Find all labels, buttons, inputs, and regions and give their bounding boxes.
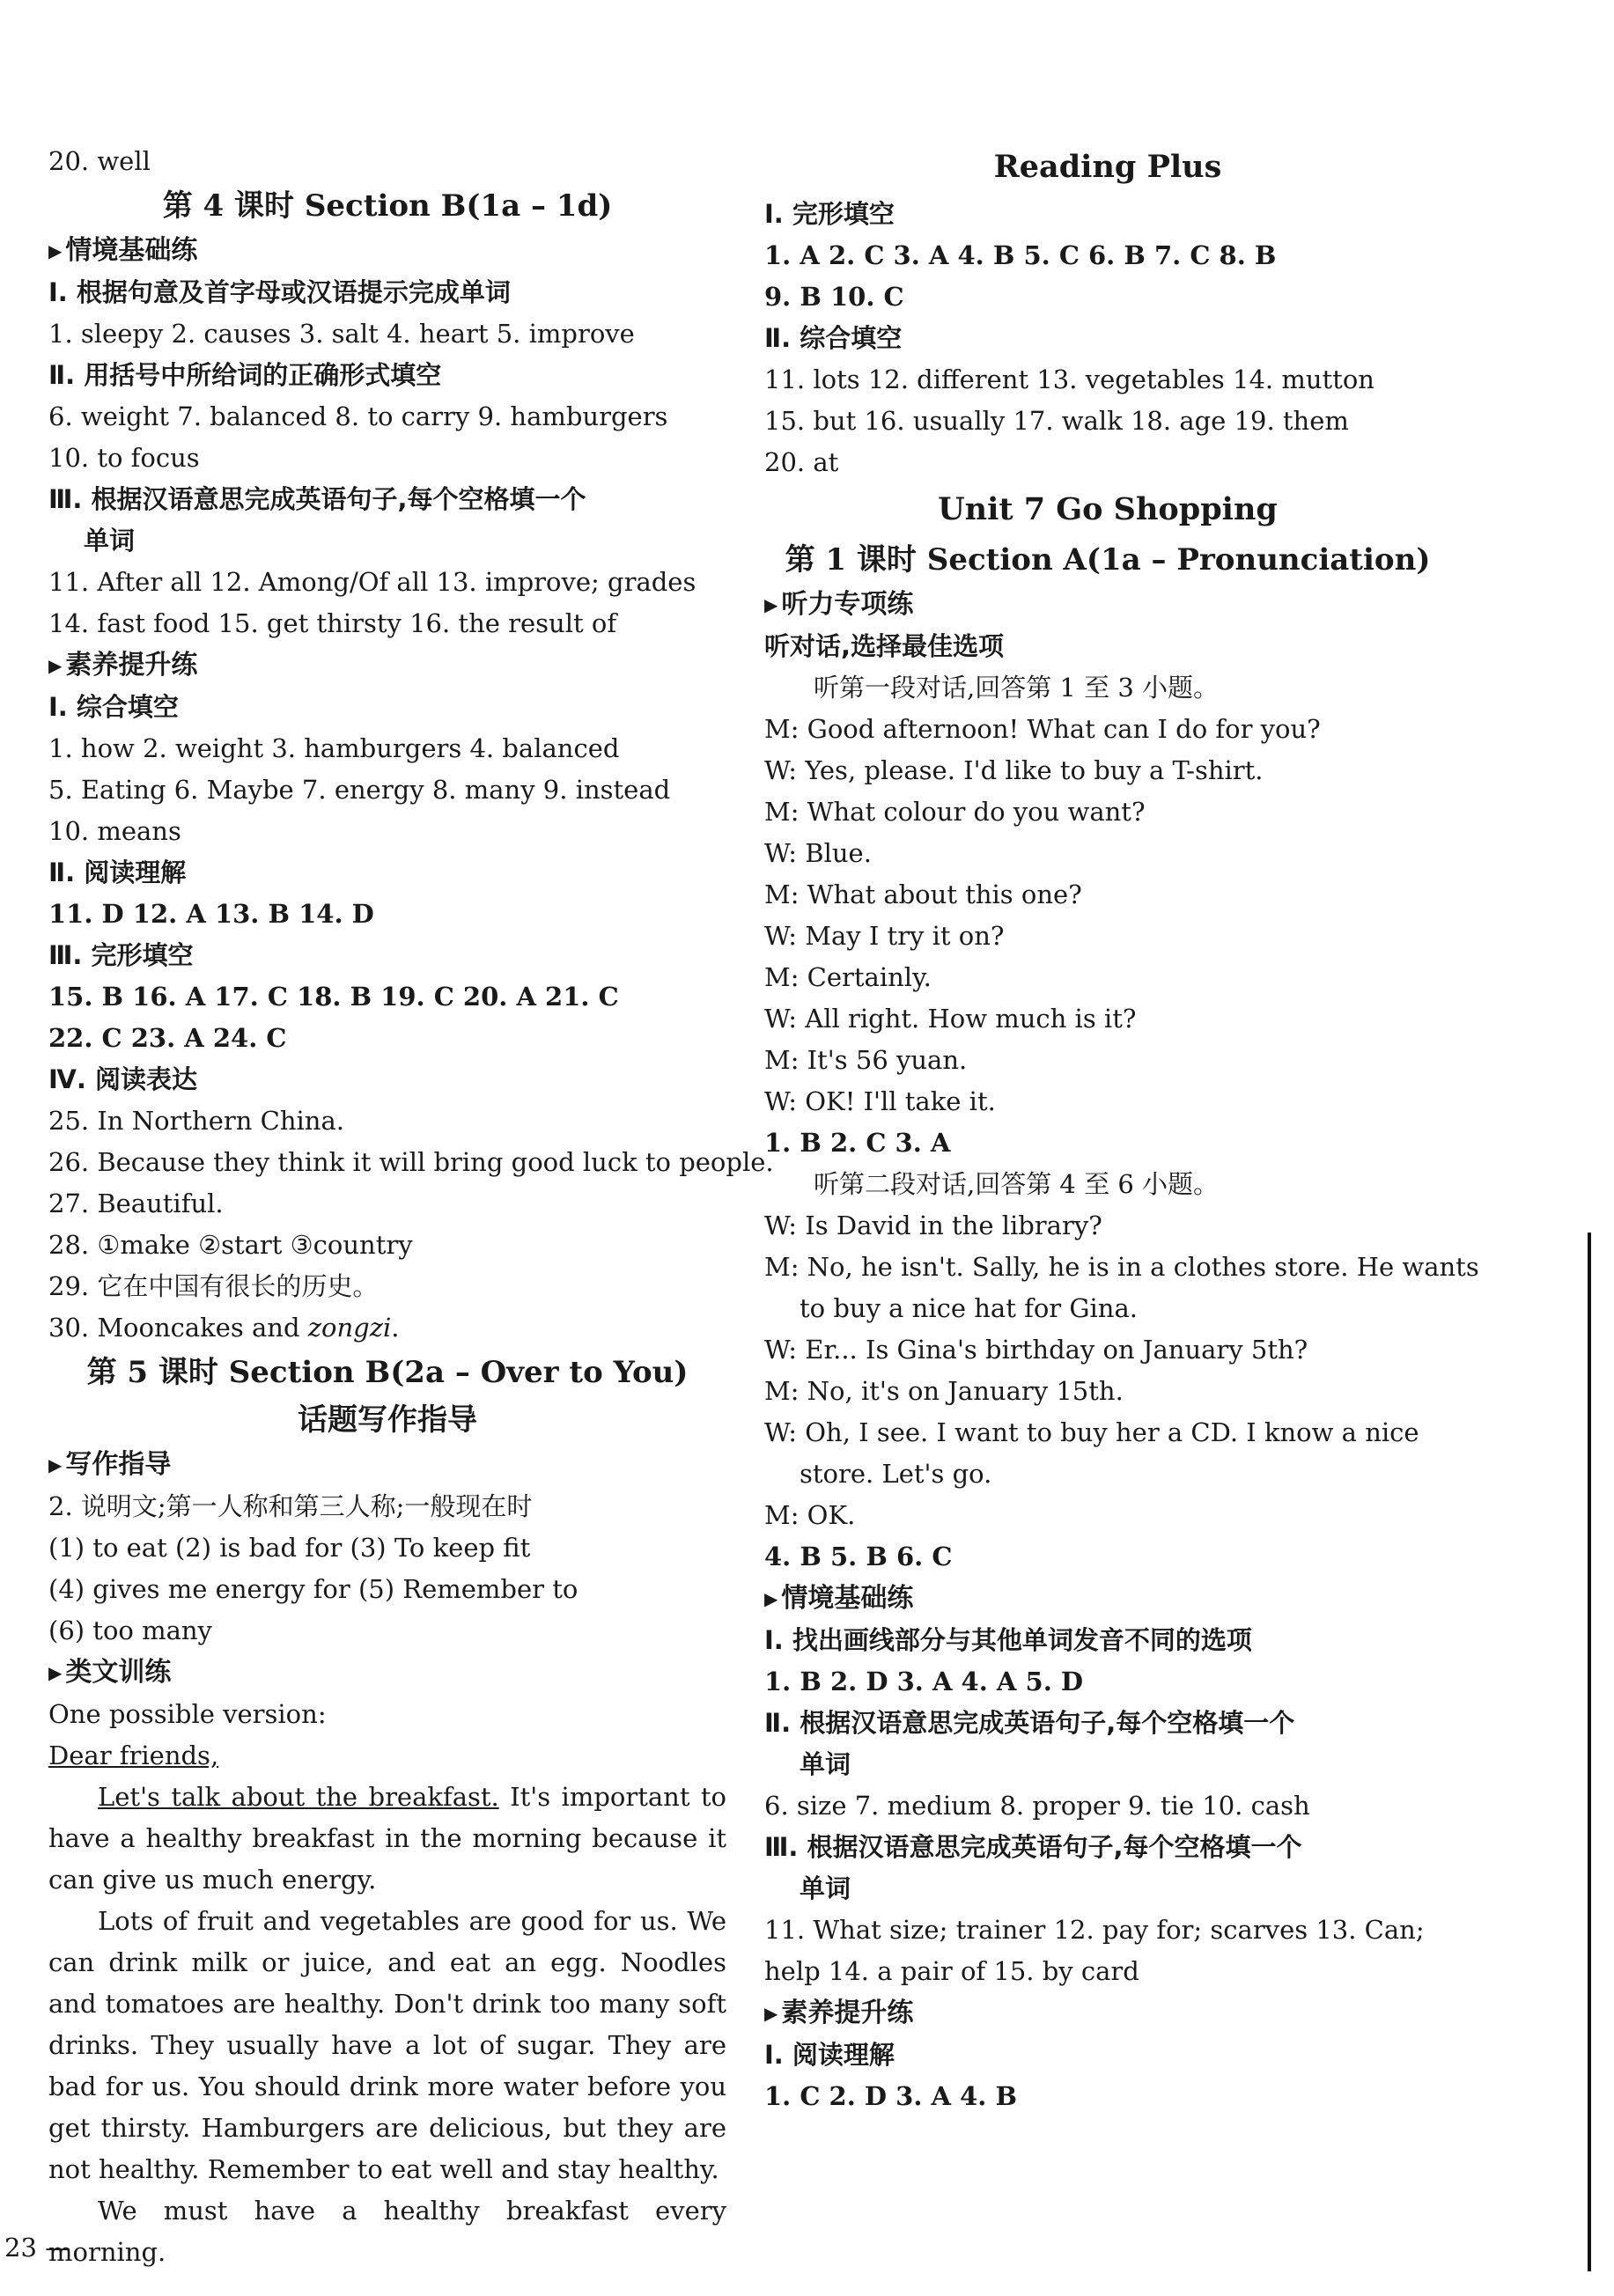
question-title: Ⅲ. 根据汉语意思完成英语句子,每个空格填一个 [764,1832,1302,1862]
answer-line: 1. C 2. D 3. A 4. B [764,2081,1018,2111]
dialogue-line: W: Is David in the library? [764,1211,1102,1240]
answer-line: 20. well [48,146,151,176]
question-title: Ⅱ. 阅读理解 [48,857,187,887]
section-heading: ▶ 类文训练 [48,1657,172,1688]
answer-line: 28. ①make ②start ③country [48,1230,413,1260]
dialogue-line: M: Certainly. [764,962,932,992]
unit-title: Unit 7 Go Shopping [938,491,1278,527]
section-heading: ▶ 素养提升练 [48,650,198,681]
triangle-icon: ▶ [764,1588,778,1609]
section-heading: ▶ 写作指导 [48,1449,172,1480]
answer-line: (1) to eat (2) is bad for (3) To keep fit [48,1533,531,1563]
answer-line: 1. sleepy 2. causes 3. salt 4. heart 5. improve [48,319,635,349]
dialogue-line: W: Oh, I see. I want to buy her a CD. I know a nice [764,1417,1419,1447]
question-title: Ⅲ. 完形填空 [48,940,194,970]
dialogue-line: M: OK. [764,1500,856,1530]
answer-line: 1. B 2. D 3. A 4. A 5. D [764,1667,1084,1696]
margin-rule [1588,1233,1591,2271]
lesson-5-heading: 第 5 课时 Section B(2a – Over to You) [86,1355,689,1390]
answer-line: 6. size 7. medium 8. proper 9. tie 10. cash [764,1791,1310,1821]
answer-line: 1. A 2. C 3. A 4. B 5. C 6. B 7. C 8. B [764,240,1277,270]
question-title: Ⅱ. 综合填空 [764,323,903,353]
triangle-icon: ▶ [48,655,63,676]
answer-line: 15. but 16. usually 17. walk 18. age 19. them [764,406,1349,436]
section-heading: ▶ 素养提升练 [764,1998,914,2028]
question-title: Ⅰ. 阅读理解 [764,2040,895,2070]
dialogue-line: store. Let's go. [800,1459,992,1489]
dialogue-intro: 听第一段对话,回答第 1 至 3 小题。 [814,673,1219,703]
answer-line: 30. Mooncakes and zongzi. [48,1313,400,1343]
dialogue-intro: 听第二段对话,回答第 4 至 6 小题。 [814,1169,1219,1199]
dialogue-line: W: All right. How much is it? [764,1004,1137,1034]
reading-plus-title: Reading Plus [993,149,1222,185]
answer-line: 26. Because they think it will bring good luck to people. [48,1147,774,1177]
dialogue-line: W: Yes, please. I'd like to buy a T-shirt. [764,755,1264,785]
triangle-icon: ▶ [764,2003,778,2024]
question-title: Ⅰ. 综合填空 [48,692,179,722]
answer-line: 5. Eating 6. Maybe 7. energy 8. many 9. instead [48,775,671,805]
lesson-5-subheading: 话题写作指导 [298,1402,477,1438]
answer-line: 29. 它在中国有很长的历史。 [48,1271,379,1301]
answer-line: 11. After all 12. Among/Of all 13. improve; grades [48,567,696,597]
answer-line: 14. fast food 15. get thirsty 16. the result of [48,608,617,638]
right-column [764,141,1479,2117]
answer-line: 1. B 2. C 3. A [764,1128,951,1158]
dialogue-line: W: OK! I'll take it. [764,1086,996,1116]
answer-line: 15. B 16. A 17. C 18. B 19. C 20. A 21. C [48,982,619,1012]
dialogue-line: M: Good afternoon! What can I do for you? [764,714,1321,744]
dialogue-line: W: May I try it on? [764,921,1005,951]
triangle-icon: ▶ [48,240,63,261]
essay-paragraph: We must have a healthy breakfast every morning. [48,2196,726,2267]
answer-line: 20. at [764,447,839,477]
question-title-cont: 单词 [800,1873,851,1903]
dialogue-line: W: Blue. [764,838,872,868]
section-heading: ▶ 听力专项练 [764,589,914,620]
answer-line: 11. lots 12. different 13. vegetables 14. mutton [764,364,1374,394]
section-heading: ▶ 情境基础练 [48,235,198,266]
dialogue-line: to buy a nice hat for Gina. [800,1293,1138,1323]
essay-paragraph: Lots of fruit and vegetables are good for us. We can drink milk or juice, and eat an egg. Noodles and tomatoes are healthy. Don't drink too many soft drinks. They usually have a lot of sugar. They are bad for us. You should drink more water before you get thirsty. Hamburgers are delicious, but they are not healthy. Remember to eat well and stay healthy. [48,1906,726,2184]
question-title: Ⅳ. 阅读表达 [48,1064,197,1094]
dialogue-line: M: What about this one? [764,879,1082,909]
triangle-icon: ▶ [764,594,778,615]
dialogue-line: M: What colour do you want? [764,797,1146,827]
question-title: Ⅰ. 找出画线部分与其他单词发音不同的选项 [764,1625,1252,1655]
dialogue-line: M: No, it's on January 15th. [764,1376,1124,1406]
question-title: Ⅱ. 用括号中所给词的正确形式填空 [48,360,442,390]
essay-intro: One possible version: [48,1699,327,1729]
answer-line: 11. What size; trainer 12. pay for; scarves 13. Can; [764,1915,1425,1945]
lesson-4-heading: 第 4 课时 Section B(1a – 1d) [162,188,613,224]
answer-line: 9. B 10. C [764,282,904,312]
question-title: Ⅲ. 根据汉语意思完成英语句子,每个空格填一个 [48,484,586,514]
answer-line: 1. how 2. weight 3. hamburgers 4. balanced [48,733,620,763]
answer-line: help 14. a pair of 15. by card [764,1956,1139,1986]
answer-line: 10. to focus [48,443,200,473]
question-title-cont: 单词 [800,1749,851,1779]
page-number: 23 — [4,2233,71,2263]
essay-greeting: Dear friends, [48,1740,219,1770]
answer-line: 11. D 12. A 13. B 14. D [48,899,374,929]
answer-line: 22. C 23. A 24. C [48,1023,287,1053]
answer-line: 4. B 5. B 6. C [764,1542,953,1571]
dialogue-line: M: It's 56 yuan. [764,1045,968,1075]
answer-line: (6) too many [48,1615,212,1645]
left-column [48,141,774,2273]
answer-line: 27. Beautiful. [48,1188,224,1218]
answer-line: 6. weight 7. balanced 8. to carry 9. hamburgers [48,401,668,431]
section-heading: ▶ 情境基础练 [764,1583,914,1614]
question-title: Ⅰ. 完形填空 [764,199,895,229]
essay-paragraph: Let's talk about the breakfast. It's important to have a healthy breakfast in the morning because it can give us much energy. [48,1782,726,1895]
question-title: Ⅰ. 根据句意及首字母或汉语提示完成单词 [48,277,511,307]
answer-line: 10. means [48,816,181,846]
dialogue-line: M: No, he isn't. Sally, he is in a clothes store. He wants [764,1252,1479,1282]
triangle-icon: ▶ [48,1454,63,1475]
question-title: 听对话,选择最佳选项 [764,631,1005,661]
answer-line: (4) gives me energy for (5) Remember to [48,1574,579,1604]
triangle-icon: ▶ [48,1662,63,1683]
answer-line: 2. 说明文;第一人称和第三人称;一般现在时 [48,1491,533,1521]
lesson-1-heading: 第 1 课时 Section A(1a – Pronunciation) [785,542,1431,578]
question-title-cont: 单词 [84,526,136,556]
dialogue-line: W: Er... Is Gina's birthday on January 5th? [764,1335,1308,1365]
question-title: Ⅱ. 根据汉语意思完成英语句子,每个空格填一个 [764,1708,1295,1738]
answer-line: 25. In Northern China. [48,1106,344,1136]
